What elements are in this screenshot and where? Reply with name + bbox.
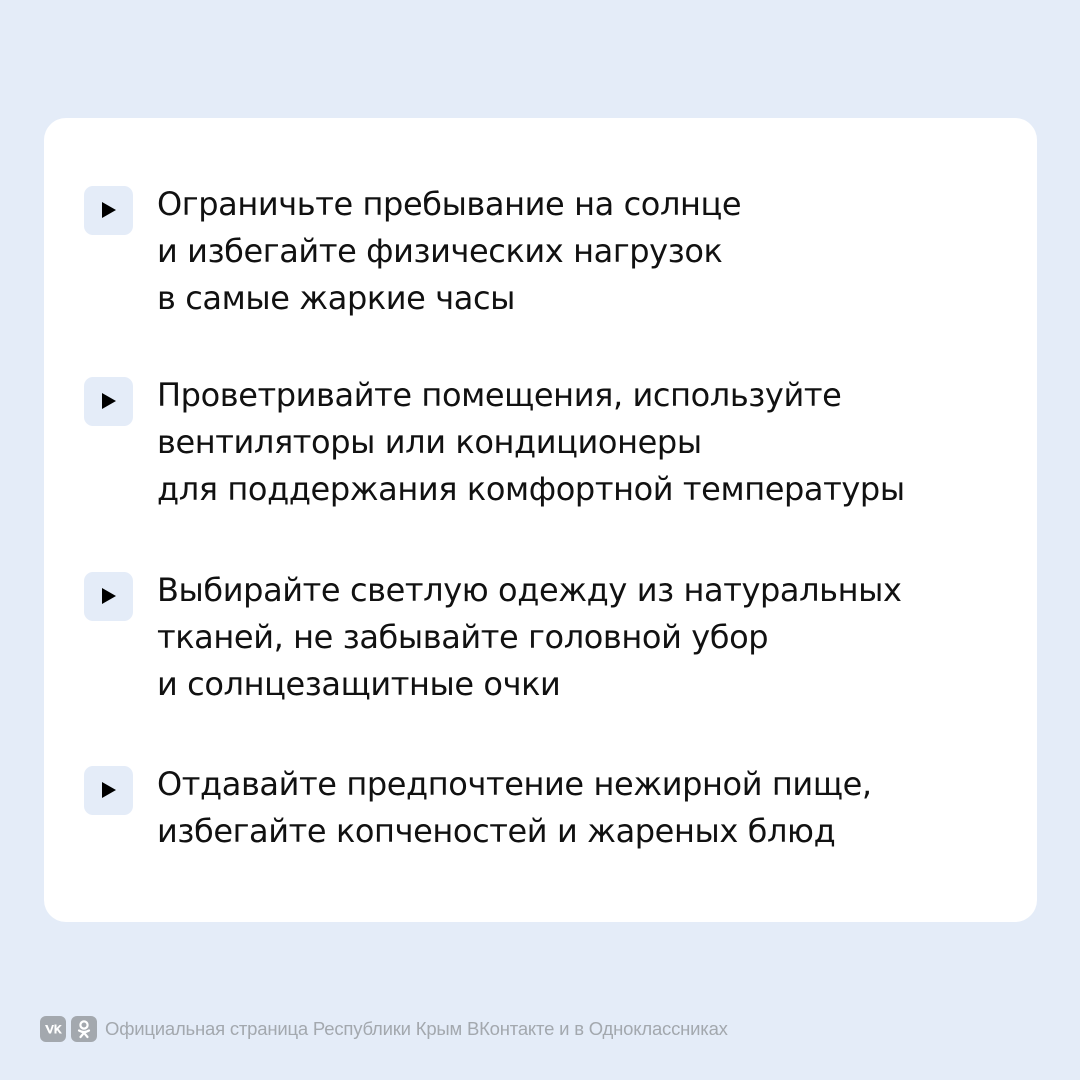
tip-line: Отдавайте предпочтение нежирной пище, [157,765,872,803]
tip-line: и избегайте физических нагрузок [157,232,723,270]
play-triangle-icon [102,588,116,604]
play-triangle-icon [102,782,116,798]
tip-line: для поддержания комфортной температуры [157,470,905,508]
tip-text [157,372,905,513]
tip-line: вентиляторы или кондиционеры [157,423,702,461]
vk-logo-icon[interactable] [40,1016,66,1042]
tips-list [44,118,1037,922]
tip-line: Проветривайте помещения, используйте [157,376,842,414]
play-triangle-icon [102,393,116,409]
tip-line: избегайте копченостей и жареных блюд [157,812,836,850]
tip-line: тканей, не забывайте головной убор [157,618,769,656]
tip-text [157,761,872,855]
tips-card [44,118,1037,922]
footer [40,1016,728,1042]
tip-bullet [84,186,133,235]
tip-line: в самые жаркие часы [157,279,516,317]
play-triangle-icon [102,202,116,218]
tip-bullet [84,766,133,815]
tip-bullet [84,377,133,426]
tip-line: и солнцезащитные очки [157,665,561,703]
footer-text: Официальная страница Республики Крым ВКонтакте и в Одноклассниках [105,1018,728,1039]
tip-line: Выбирайте светлую одежду из натуральных [157,571,902,609]
tip-text [157,181,741,322]
tip-text [157,567,902,708]
odnoklassniki-logo-icon[interactable] [71,1016,97,1042]
tip-line: Ограничьте пребывание на солнце [157,185,742,223]
tip-bullet [84,572,133,621]
